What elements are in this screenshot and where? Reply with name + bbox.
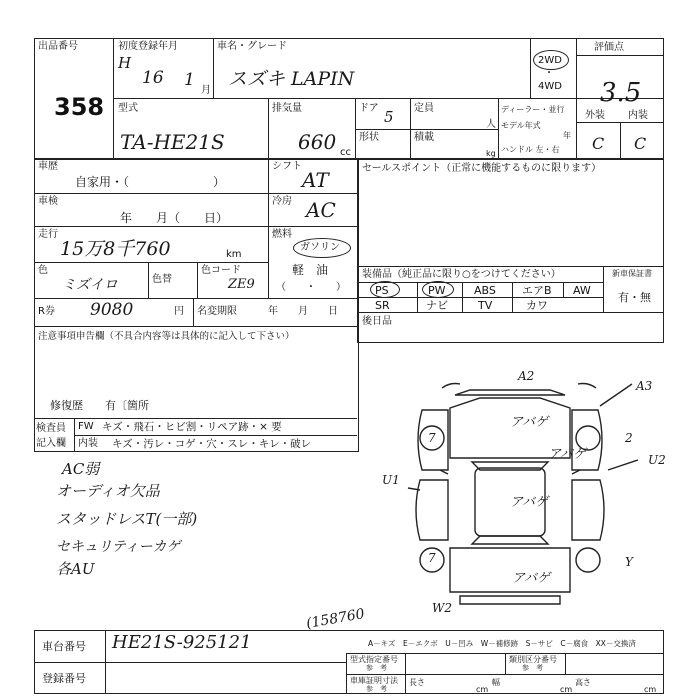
damage-mark: アバゲ bbox=[548, 447, 586, 462]
repair-label: 修復歴 有〔箇所 bbox=[50, 399, 149, 412]
int-row-items: キズ・汚レ・コゲ・穴・スレ・キレ・破レ bbox=[112, 438, 312, 450]
model-label: 型式 bbox=[118, 103, 138, 114]
hand-mileage-note: (158760 bbox=[305, 606, 366, 632]
lot-no: 358 bbox=[54, 93, 105, 121]
note-line: スタッドレスT(一部) bbox=[56, 510, 198, 528]
shift-value: AT bbox=[302, 168, 329, 192]
ac-value: AC bbox=[306, 198, 336, 222]
dim-ref: 参 考 bbox=[366, 685, 387, 693]
cm-unit: cm bbox=[560, 685, 573, 694]
new-warranty-value: 有・無 bbox=[618, 291, 651, 304]
shape-label: 形状 bbox=[359, 132, 379, 143]
year-unit: 年 bbox=[563, 131, 571, 140]
color-label: 色 bbox=[38, 265, 48, 276]
class-label: 類別区分番号 bbox=[509, 655, 557, 664]
doors-value: 5 bbox=[384, 108, 394, 126]
ext-row-label: FW bbox=[78, 421, 94, 432]
chassis-value: HE21S-925121 bbox=[112, 632, 252, 653]
length-label: 長さ bbox=[409, 678, 425, 687]
model-value: TA-HE21S bbox=[120, 130, 225, 154]
damage-mark: アバゲ bbox=[512, 571, 550, 586]
equip-abs: ABS bbox=[474, 284, 496, 297]
cm-unit: cm bbox=[476, 685, 489, 694]
exterior-label: 外装 bbox=[585, 110, 605, 121]
height-label: 高さ bbox=[575, 678, 591, 687]
first-reg-label: 初度登録年月 bbox=[118, 41, 178, 52]
cm-unit: cm bbox=[644, 685, 657, 694]
damage-mark: U1 bbox=[382, 473, 400, 487]
reg-label: 登録番号 bbox=[42, 672, 86, 685]
dim-label: 車庫証明寸法 bbox=[350, 676, 398, 685]
car-name: スズキ LAPIN bbox=[228, 68, 355, 90]
first-reg-era: H bbox=[118, 54, 132, 72]
shift-label: シフト bbox=[272, 161, 302, 172]
interior-grade: C bbox=[634, 134, 647, 153]
chassis-label: 車台番号 bbox=[42, 640, 86, 653]
color-code-label: 色コード bbox=[201, 265, 241, 276]
load-label: 積載 bbox=[414, 132, 434, 143]
right-frame bbox=[357, 158, 664, 343]
width-label: 幅 bbox=[492, 678, 500, 687]
type-cert-ref: 参 考 bbox=[366, 664, 387, 672]
capacity-label: 定員 bbox=[414, 103, 434, 114]
fuel-diesel: 軽 油 bbox=[292, 263, 329, 277]
month-suffix: 月 bbox=[201, 85, 211, 96]
ext-row-items: キズ・飛石・ヒビ割・リペア跡・× 要 bbox=[102, 421, 282, 433]
damage-mark: A2 bbox=[518, 369, 535, 383]
note-line: 各AU bbox=[56, 560, 95, 578]
inspection-value: 年 月（ 日） bbox=[120, 211, 229, 225]
equip-sr: SR bbox=[375, 299, 390, 312]
damage-mark: W2 bbox=[432, 601, 452, 615]
yen: 円 bbox=[174, 306, 184, 317]
equip-label: 装備品（純正品に限り○をつけてください） bbox=[362, 269, 561, 280]
equip-pw: PW bbox=[428, 284, 446, 297]
aftermarket-label: 後日品 bbox=[362, 316, 392, 327]
color-code-value: ZE9 bbox=[228, 277, 255, 292]
interior-label: 内装 bbox=[628, 110, 648, 121]
damage-mark: 2 bbox=[625, 431, 633, 445]
drive-4wd: 4WD bbox=[538, 81, 562, 92]
inspection-label: 車検 bbox=[38, 196, 58, 207]
equip-airbag: エアB bbox=[522, 284, 552, 297]
note-line: セキュリティーカゲ bbox=[56, 539, 181, 555]
history-label: 車歴 bbox=[38, 161, 58, 172]
fuel-label: 燃料 bbox=[272, 229, 292, 240]
damage-mark: アバゲ bbox=[510, 495, 548, 510]
displacement-label: 排気量 bbox=[272, 103, 302, 114]
capacity-unit: 人 bbox=[486, 119, 496, 130]
fuel-gas: ガソリン bbox=[300, 242, 340, 253]
note-line: AC弱 bbox=[62, 460, 100, 478]
new-warranty-label: 新車保証書 bbox=[612, 269, 652, 278]
fuel-other: （ ・ ） bbox=[276, 282, 346, 293]
recycle-label: R券 bbox=[38, 306, 55, 317]
drive-2wd: 2WD bbox=[538, 55, 562, 66]
name-label: 車名・グレード bbox=[217, 41, 287, 52]
dealer-label: ディーラー・並行 bbox=[501, 105, 565, 114]
damage-mark: U2 bbox=[648, 453, 666, 467]
first-reg-month: 1 bbox=[184, 70, 195, 90]
type-cert-label: 型式指定番号 bbox=[350, 655, 398, 664]
lot-no-label: 出品番号 bbox=[38, 41, 78, 52]
damage-mark: Y bbox=[625, 555, 633, 569]
model-year-label: モデル年式 bbox=[501, 121, 541, 130]
first-reg-year: 16 bbox=[142, 68, 164, 88]
equip-aw: AW bbox=[573, 284, 591, 297]
damage-mark: 7 bbox=[428, 551, 436, 565]
doors-label: ドア bbox=[359, 103, 379, 114]
mileage-label: 走行 bbox=[38, 229, 58, 240]
grade-label: 評価点 bbox=[594, 42, 624, 53]
note-line: オーディオ欠品 bbox=[56, 482, 160, 500]
mileage-value: 15万8千760 bbox=[60, 238, 171, 260]
sales-point-label: セールスポイント（正常に機能するものに限ります） bbox=[362, 163, 602, 174]
notes-label: 注意事項申告欄（不具合内容等は具体的に記入して下さい） bbox=[38, 331, 295, 342]
history-value: 自家用・（ ） bbox=[75, 175, 226, 189]
int-row-label: 内装 bbox=[78, 438, 98, 449]
mileage-unit: km bbox=[226, 249, 242, 260]
load-unit: kg bbox=[486, 149, 496, 158]
damage-legend: A－キズ E－エクボ U－凹み W－補修跡 S－サビ C－腐食 XX－交換済 bbox=[368, 639, 636, 648]
ac-label: 冷房 bbox=[272, 196, 292, 207]
damage-mark: A3 bbox=[636, 379, 653, 393]
grade-value: 3.5 bbox=[600, 78, 642, 108]
recycle-value: 9080 bbox=[90, 300, 134, 320]
color-value: ミズイロ bbox=[62, 277, 118, 293]
name-change-label: 名変期限 bbox=[197, 306, 237, 317]
name-change-value: 年 月 日 bbox=[268, 306, 338, 317]
exterior-grade: C bbox=[592, 134, 605, 153]
equip-tv: TV bbox=[478, 299, 493, 312]
displacement-unit: cc bbox=[340, 147, 351, 158]
class-ref: 参 考 bbox=[522, 664, 543, 672]
displacement-value: 660 bbox=[298, 130, 337, 154]
drive-dot: ・ bbox=[544, 68, 554, 79]
inspector-label: 検査員記入欄 bbox=[36, 423, 66, 449]
equip-leather: カワ bbox=[526, 299, 548, 312]
equip-navi: ナビ bbox=[426, 299, 448, 312]
damage-mark: アバゲ bbox=[510, 415, 548, 430]
handle-label: ハンドル 左・右 bbox=[501, 145, 560, 154]
repaint-label: 色替 bbox=[152, 274, 172, 285]
equip-ps: PS bbox=[375, 284, 389, 297]
damage-mark: 7 bbox=[428, 431, 436, 445]
